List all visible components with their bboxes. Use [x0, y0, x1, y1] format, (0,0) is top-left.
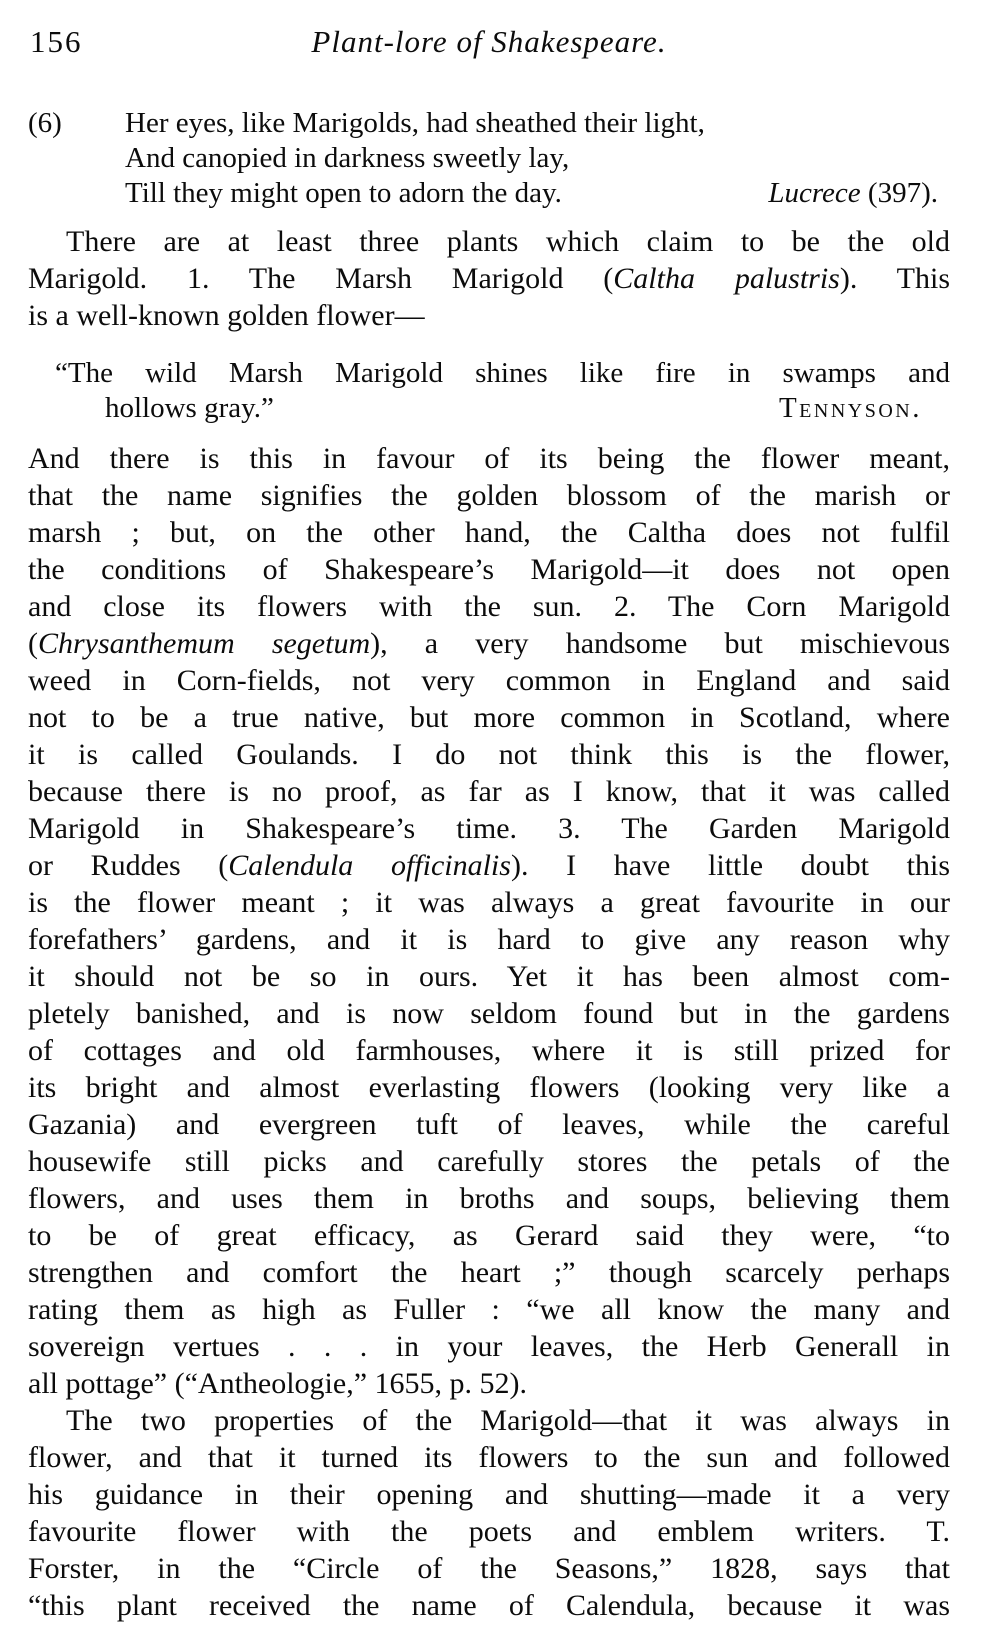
paragraph-discussion [28, 440, 950, 1402]
verse-quote-lucrece [28, 106, 950, 211]
text-line: Marigold. 1. The Marsh Marigold (Caltha palustris). This [28, 262, 950, 295]
paragraph-two-properties [28, 1402, 950, 1624]
text-line: marsh ; but, on the other hand, the Caltha does not fulfil [28, 516, 950, 549]
paragraph-gap [28, 334, 950, 356]
text-line: is a well-known golden flower— [28, 299, 425, 332]
verse-line: And canopied in darkness sweetly lay, [125, 142, 570, 174]
verse-line [125, 176, 950, 211]
running-title: Plant-lore of Shakespeare. [311, 24, 667, 59]
text-line: Gazania) and evergreen tuft of leaves, while the careful [28, 1108, 950, 1141]
verse-quote-tennyson [28, 356, 950, 426]
italic-text: Calendula officinalis [228, 849, 511, 882]
text-line: the conditions of Shakespeare’s Marigold—it does not open [28, 553, 950, 586]
text-line: The two properties of the Marigold—that it was always in [66, 1404, 950, 1437]
text-line: housewife still picks and carefully stores the petals of the [28, 1145, 950, 1178]
text-line: and close its flowers with the sun. 2. The Corn Marigold [28, 590, 950, 623]
quote-attribution: Lucrece (397). [768, 177, 938, 209]
text-line: of cottages and old farmhouses, where it is still prized for [28, 1034, 950, 1067]
page-header [28, 22, 950, 66]
paragraph-three-plants [28, 223, 950, 334]
text-line: or Ruddes (Calendula officinalis). I have little doubt this [28, 849, 951, 882]
page-number: 156 [30, 24, 83, 59]
text-line: not to be a true native, but more common in Scotland, where [28, 701, 950, 734]
verse-line: Her eyes, like Marigolds, had sheathed their light, [125, 107, 705, 139]
text-line: its bright and almost everlasting flowers (looking very like a [28, 1071, 950, 1104]
text-line: forefathers’ gardens, and it is hard to give any reason why [28, 923, 950, 956]
text-line: And there is this in favour of its being the flower meant, [28, 442, 950, 475]
text-line: favourite flower with the poets and emblem writers. T. [28, 1515, 950, 1548]
quote-attribution [779, 391, 922, 426]
text-line: flowers, and uses them in broths and soups, believing them [28, 1182, 950, 1215]
text-line: strengthen and comfort the heart ;” though scarcely perhaps [28, 1256, 950, 1289]
text-line: because there is no proof, as far as I know, that it was called [28, 775, 950, 808]
quote-number-label: (6) [28, 107, 62, 139]
italic-text: Chrysanthemum segetum [38, 627, 371, 660]
text-line: his guidance in their opening and shutting—made it a very [28, 1478, 950, 1511]
italic-text: Caltha palustris [613, 262, 840, 295]
text-line: is the flower meant ; it was always a great favourite in our [28, 886, 950, 919]
text-line: flower, and that it turned its flowers to the sun and followed [28, 1441, 950, 1474]
verse-line: “The wild Marsh Marigold shines like fire in swamps and [55, 357, 950, 389]
italic-text: Lucrece [768, 177, 861, 209]
verse-lines [125, 106, 950, 211]
text-line: “this plant received the name of Calendula, because it was [28, 1589, 950, 1622]
verse-line-text: Till they might open to adorn the day. [125, 177, 562, 209]
text-line: rating them as high as Fuller : “we all know the many and [28, 1293, 950, 1326]
text-line: There are at least three plants which claim to be the old [66, 225, 950, 258]
text-line: weed in Corn-fields, not very common in England and said [28, 664, 950, 697]
text-line: all pottage” (“Antheologie,” 1655, p. 52). [28, 1367, 528, 1400]
small-caps-text: Tennyson. [778, 392, 922, 424]
text-line: that the name signifies the golden blossom of the marish or [28, 479, 950, 512]
text-line: it should not be so in ours. Yet it has been almost com- [28, 960, 950, 993]
text-line: Forster, in the “Circle of the Seasons,” 1828, says that [28, 1552, 950, 1585]
text-line: (Chrysanthemum segetum), a very handsome but mischievous [28, 627, 950, 660]
text-line: it is called Goulands. I do not think this is the flower, [28, 738, 950, 771]
text-line: pletely banished, and is now seldom found but in the gardens [28, 997, 950, 1030]
text-line: Marigold in Shakespeare’s time. 3. The Garden Marigold [28, 812, 950, 845]
text-line: sovereign vertues . . . in your leaves, the Herb Generall in [28, 1330, 950, 1363]
verse-line [28, 391, 950, 426]
verse-line-text: hollows gray.” [105, 392, 274, 424]
text-line: to be of great efficacy, as Gerard said they were, “to [28, 1219, 950, 1252]
